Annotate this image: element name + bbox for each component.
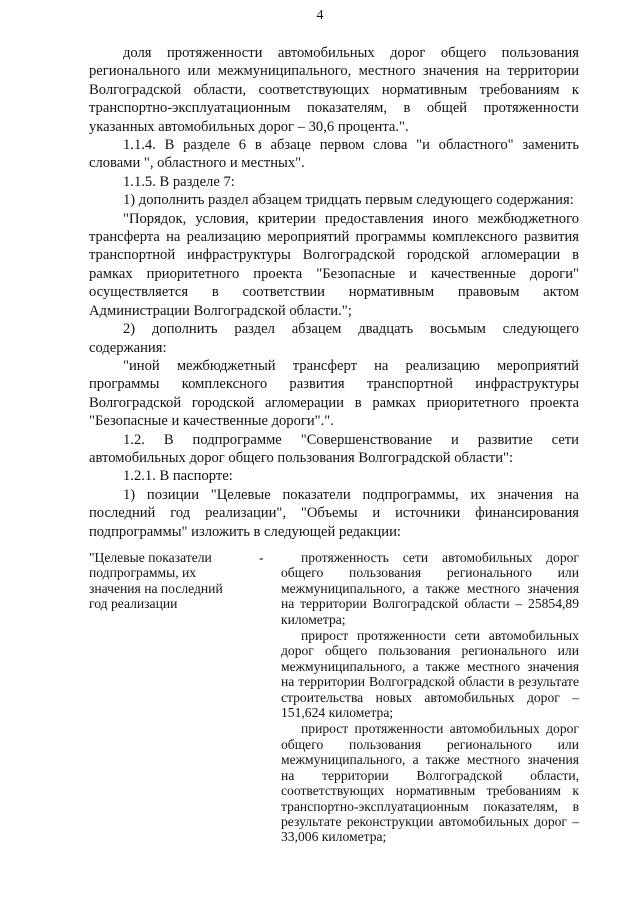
table-dash: - <box>259 550 264 565</box>
page-number: 4 <box>316 8 324 23</box>
paragraph-quote-procedure: "Порядок, условия, критерии предоставления иного межбюджетного трансферта на реализацию мероприятий программы комплексного развития транспортной инфраструктуры Волгоградской городской агломерации в рамках приоритетного проекта "Безопасные и качественные дороги" осуществляется в соответствии нормативным правовым актом Администрации Волгоградской области."; <box>89 210 579 319</box>
target-indicator-item: прирост протяженности сети автомобильных дорог общего пользования регионального или межмуниципального, а также местного значения на территории Волгоградской области в результате строительства новых автомобильных дорог – 151,624 километра; <box>281 628 579 721</box>
target-indicator-item: протяженность сети автомобильных дорог общего пользования регионального или межмуниципального, а также местного значения на территории Волгоградской области – 25854,89 километра; <box>281 550 579 627</box>
paragraph-item-1: 1) дополнить раздел абзацем тридцать первым следующего содержания: <box>123 192 574 209</box>
paragraph-1-1-5: 1.1.5. В разделе 7: <box>123 173 235 190</box>
paragraph-quote-transfer: "иной межбюджетный трансферт на реализацию мероприятий программы комплексного развития транспортной инфраструктуры Волгоградской городской агломерации в рамках приоритетного проекта "Безопасные и качественные дороги".". <box>89 357 579 430</box>
paragraph-1-1-4: 1.1.4. В разделе 6 в абзаце первом слова "и областного" заменить словами ", областного и местных". <box>89 137 579 172</box>
table-value-cell <box>281 550 579 846</box>
target-indicator-item: прирост протяженности автомобильных дорог общего пользования регионального или межмуниципального, а также местного значения на территории Волгоградской области, соответствующих нормативным требованиям к транспортно-эксплуатационным показателям, в результате реконструкции автомобильных дорог – 33,006 километра; <box>281 721 579 845</box>
paragraph-1-2: 1.2. В подпрограмме "Совершенствование и развитие сети автомобильных дорог общего пользования Волгоградской области": <box>89 431 579 466</box>
table-label-cell: "Целевые показатели подпрограммы, их значения на последний год реализации <box>89 550 223 612</box>
paragraph-item-2: 2) дополнить раздел абзацем двадцать восьмым следующего содержания: <box>89 321 579 356</box>
paragraph-1-2-1: 1.2.1. В паспорте: <box>123 468 233 485</box>
paragraph-item-positions: 1) позиции "Целевые показатели подпрограммы, их значения на последний год реализации", "Объемы и источники финансирования подпрограммы" изложить в следующей редакции: <box>89 486 579 540</box>
paragraph-share-indicator: доля протяженности автомобильных дорог общего пользования регионального или межмуниципального, местного значения на территории Волгоградской области, соответствующих нормативным требованиям к транспортно-эксплуатационным показателям, в общей протяженности указанных автомобильных дорог – 30,6 процента.". <box>89 45 579 135</box>
document-body <box>89 44 579 541</box>
